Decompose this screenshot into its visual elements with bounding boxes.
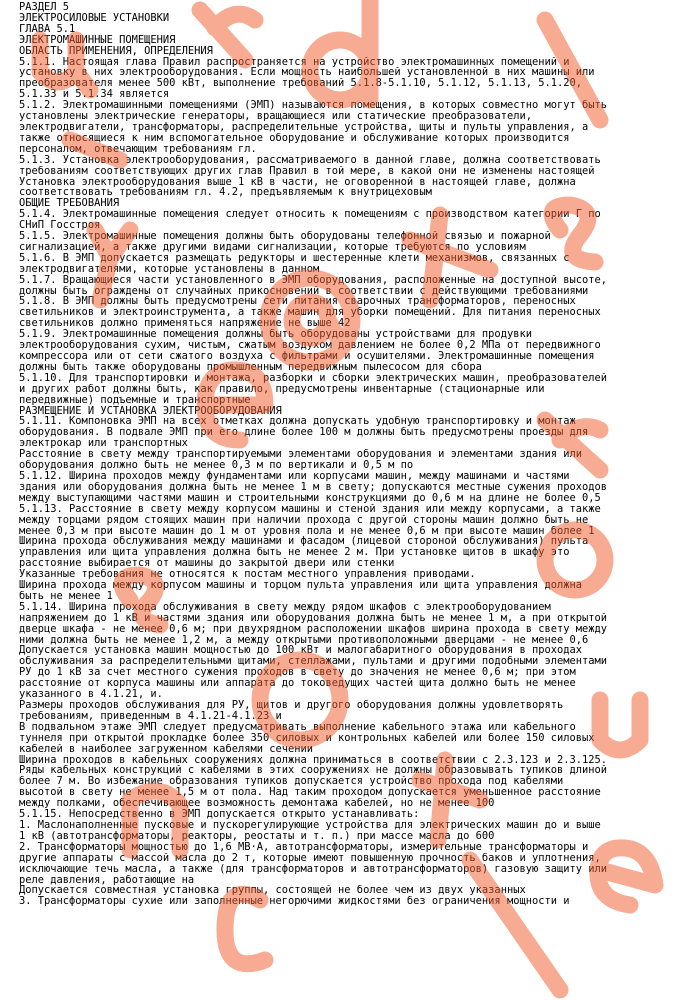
text-line: Допускается установка машин мощностью до 100 кВт и малогабаритного оборудования в проходах xyxy=(19,645,583,657)
text-line: указанного в 4.1.21, и. xyxy=(19,689,163,700)
text-line: ними должна быть не менее 1,2 м, а между открытыми противоположными дверцами - не менее 0,6 xyxy=(19,634,589,646)
text-line: Ширина прохода обслуживания между машинами и фасадом (лицевой стороной обслуживания) пульта xyxy=(19,536,589,548)
text-line: ОБЛАСТЬ ПРИМЕНЕНИЯ, ОПРЕДЕЛЕНИЯ xyxy=(19,45,213,57)
text-line: 5.1.15. Непосредственно в ЭМП допускается открыто устанавливать: xyxy=(19,809,420,820)
text-line: здания или оборудования должна быть не менее 1 м в свету; допускаются местные сужения проходов xyxy=(19,481,608,493)
text-line: должны быть также оборудованы промышленным передвижным пылесосом для сбора xyxy=(19,361,482,373)
text-line: Ширина проходов в кабельных сооружениях должна приниматься в соответствии с 2.3.123 и 2.3.125. xyxy=(19,754,608,766)
text-line: между выступающими частями машин и строительными конструкциями до 0,6 м на длине не более 0,5 xyxy=(19,492,601,504)
text-line: 1 кВ (автотрансформаторы, реакторы, реостаты и т. п.) при массе масла до 600 xyxy=(19,830,495,842)
text-line: 5.1.4. Электромашинные помещения следует относить к помещениям с производством категории Г по xyxy=(19,209,601,221)
text-line: 5.1.12. Ширина проходов между фундаментами или корпусами машин, между машинами и частями xyxy=(19,470,570,482)
text-line: управления или щита управления должна быть не менее 2 м. При установке щитов в шкафу это xyxy=(19,547,570,559)
text-line: ОБЩИЕ ТРЕБОВАНИЯ xyxy=(19,198,120,210)
text-line: Ряды кабельных конструкций с кабелями в этих сооружениях не должны образовывать тупиков длиной xyxy=(19,765,608,777)
text-line: установку в них электрооборудования. Если мощность наибольшей установленной в них машины или xyxy=(19,67,595,79)
text-line: 5.1.3. Установка электрооборудования, рассматриваемого в данной главе, должна соответствовать xyxy=(19,154,601,166)
text-line: также относящиеся к ним вспомогательное оборудование и обслуживание которых производится xyxy=(19,132,570,144)
text-line: оборудования. В подвале ЭМП при его длине более 100 м должны быть предусмотрены проезды для xyxy=(19,427,589,439)
text-line: РАЗМЕЩЕНИЕ И УСТАНОВКА ЭЛЕКТРООБОРУДОВАНИЯ xyxy=(19,405,282,417)
text-line: Установка электрооборудования выше 1 кВ в части, не оговоренной в настоящей главе, должна xyxy=(19,176,576,188)
text-line: расстояние выбирается от машины до закрытой двери или стенки xyxy=(19,558,395,570)
text-line: Расстояние в свету между транспортируемыми элементами оборудования и элементами здания или xyxy=(19,449,583,461)
text-line: сигнализацией, а также другими видами сигнализации, которые требуются по условиям xyxy=(19,241,526,253)
text-line: высотой в свету не менее 1,5 м от пола. Над таким проходом допускается уменьшенное расстояние xyxy=(19,787,601,799)
text-line: персоналом, отвечающим требованиям гл. xyxy=(19,143,257,155)
text-line: компрессора или от сети сжатого воздуха с фильтрами и осушителями. Электромашинные помещения xyxy=(19,351,595,362)
text-line: исключающие течь масла, а также (для трансформаторов и автотрансформаторов) газовую защиту или xyxy=(19,863,608,875)
text-line: 5.1.33 и 5.1.34 является xyxy=(19,89,170,101)
text-line: 5.1.11. Компоновка ЭМП на всех отметках должна допускать удобную транспортировку и монтаж xyxy=(19,416,576,428)
text-line: 1. Маслонаполненные пусковые и пускорегулирующие устройства для электрических машин до и выше xyxy=(19,819,601,831)
text-line: другие аппараты с массой масла до 2 т, которые имеют повышенную прочность баков и уплотнения, xyxy=(19,852,601,864)
text-line: ЭЛЕКТРОМАШИННЫЕ ПОМЕЩЕНИЯ xyxy=(19,34,176,46)
text-line: 5.1.2. Электромашинными помещениями (ЭМП) называются помещения, в которых совместно могут быть xyxy=(19,100,608,112)
text-line: преобразователя менее 500 кВт, выполнение требований 5.1.8-5.1.10, 5.1.12, 5.1.13, 5.1.20, xyxy=(19,78,583,90)
text-line: расстояние от корпуса машины или аппарата до токоведущих частей щита должно быть не менее xyxy=(19,678,576,690)
text-line: электродвигатели, трансформаторы, распределительные устройства, щиты и пульты управления, а xyxy=(19,121,589,133)
text-line: обслуживания за распределительными щитами, стеллажами, пультами и другими подобными элементами xyxy=(19,656,608,668)
document-body xyxy=(19,2,691,907)
text-line: требованиям, приведенным в 4.1.21-4.1.23 и xyxy=(19,710,282,722)
text-line: Указанные требования не относятся к постам местного управления приводами. xyxy=(19,569,476,581)
text-line: 5.1.8. В ЭМП должны быть предусмотрены сети питания сварочных трансформаторов, переносных xyxy=(19,296,576,308)
text-line: соответствовать требованиям гл. 4.2, предъявляемым к внутрицеховым xyxy=(19,187,432,199)
text-line: РУ до 1 кВ за счет местного сужения проходов в свету до значения не менее 0,6 м; при этом xyxy=(19,667,576,679)
text-line: светильников должно применяться напряжение не выше 42 xyxy=(19,318,351,330)
text-line: менее 0,3 м при высоте машин до 1 м от уровня пола и не менее 0,6 м при высоте машин более 1 xyxy=(19,525,595,537)
text-line: 5.1.9. Электромашинные помещения должны быть оборудованы устройствами для продувки xyxy=(19,329,532,341)
text-line: установлены электрические генераторы, вращающиеся или статические преобразователи, xyxy=(19,111,532,122)
text-line: дверце шкафа - не менее 0,6 м; при двухрядном расположении шкафов ширина прохода в свету между xyxy=(19,623,608,635)
text-line: требованиям соответствующих других глав Правил в той мере, в какой они не изменены настоящей xyxy=(19,165,595,177)
text-line: Допускается совместная установка группы, состоящей не более чем из двух указанных xyxy=(19,885,526,897)
text-line: РАЗДЕЛ 5 xyxy=(19,2,70,13)
text-line: туннеля при открытой прокладке более 350 силовых и контрольных кабелей или более 150 силовых xyxy=(19,732,595,744)
text-line: 5.1.5. Электромашинные помещения должны быть оборудованы телефонной связью и пожарной xyxy=(19,231,551,242)
text-line: 5.1.6. В ЭМП допускается размещать редукторы и шестеренные клети механизмов, связанных с xyxy=(19,252,570,264)
text-line: реле давления, работающие на xyxy=(19,874,195,886)
text-line: более 7 м. Во избежание образования тупиков допускается устройство прохода под кабелями xyxy=(19,776,564,788)
text-line: должны быть ограждены от случайных прикосновений в соответствии с действующими требованиями xyxy=(19,285,589,297)
text-line: напряжением до 1 кВ и частями здания или оборудования должна быть не менее 1 м, а при открытой xyxy=(19,612,608,624)
text-line: В подвальном этаже ЭМП следует предусматривать выполнение кабельного этажа или кабельного xyxy=(19,721,576,733)
text-line: электродвигателями, которые установлены в данном xyxy=(19,263,320,275)
text-line: 5.1.14. Ширина прохода обслуживания в свету между рядом шкафов с электрооборудованием xyxy=(19,601,551,613)
text-line: электрокар или транспортных xyxy=(19,438,188,450)
text-line: СНиП Госстроя xyxy=(19,220,101,232)
text-line: быть не менее 1 xyxy=(19,590,113,602)
text-line: светильников и электроинструмента, а также машин для уборки помещений. Для питания переносных xyxy=(19,307,601,319)
text-line: передвижные) подъемные и транспортные xyxy=(19,394,251,406)
text-line: 5.1.1. Настоящая глава Правил распространяется на устройство электромашинных помещений и xyxy=(19,56,570,68)
text-line: ГЛАВА 5.1 xyxy=(19,23,76,35)
text-line: 5.1.13. Расстояние в свету между корпусом машины и стеной здания или между корпусами, а также xyxy=(19,503,601,515)
text-line: между торцами рядом стоящих машин при наличии прохода с другой стороны машин должно быть не xyxy=(19,514,589,526)
text-line: оборудования должно быть не менее 0,3 м по вертикали и 0,5 м по xyxy=(19,460,414,471)
text-line: 3. Трансформаторы сухие или заполненные негорючими жидкостями без ограничения мощности и xyxy=(19,896,570,908)
text-line: Ширина прохода между корпусом машины и торцом пульта управления или щита управления должна xyxy=(19,580,583,591)
text-line: кабелей в наиболее загруженном кабелями сечении xyxy=(19,743,314,755)
text-line: 5.1.7. Вращающиеся части установленного в ЭМП оборудования, расположенные на доступной высоте, xyxy=(19,274,608,286)
text-line: и других работ должны быть, как правило, предусмотрены инвентарные (стационарные или xyxy=(19,383,545,395)
text-line: ЭЛЕКТРОСИЛОВЫЕ УСТАНОВКИ xyxy=(19,12,170,24)
text-line: электрооборудования сухим, чистым, сжатым воздухом давлением не более 0,2 МПа от передвижного xyxy=(19,340,601,351)
text-line: Размеры проходов обслуживания для РУ, щитов и другого оборудования должны удовлетворять xyxy=(19,700,564,711)
text-line: 5.1.10. Для транспортировки и монтажа, разборки и сборки электрических машин, преобразователей xyxy=(19,372,608,384)
text-line: 2. Трансформаторы мощностью до 1,6 МВ·А, автотрансформаторы, измерительные трансформаторы и xyxy=(19,841,589,853)
text-line: между полками, обеспечивающее возможность демонтажа кабелей, но не менее 100 xyxy=(19,798,495,810)
